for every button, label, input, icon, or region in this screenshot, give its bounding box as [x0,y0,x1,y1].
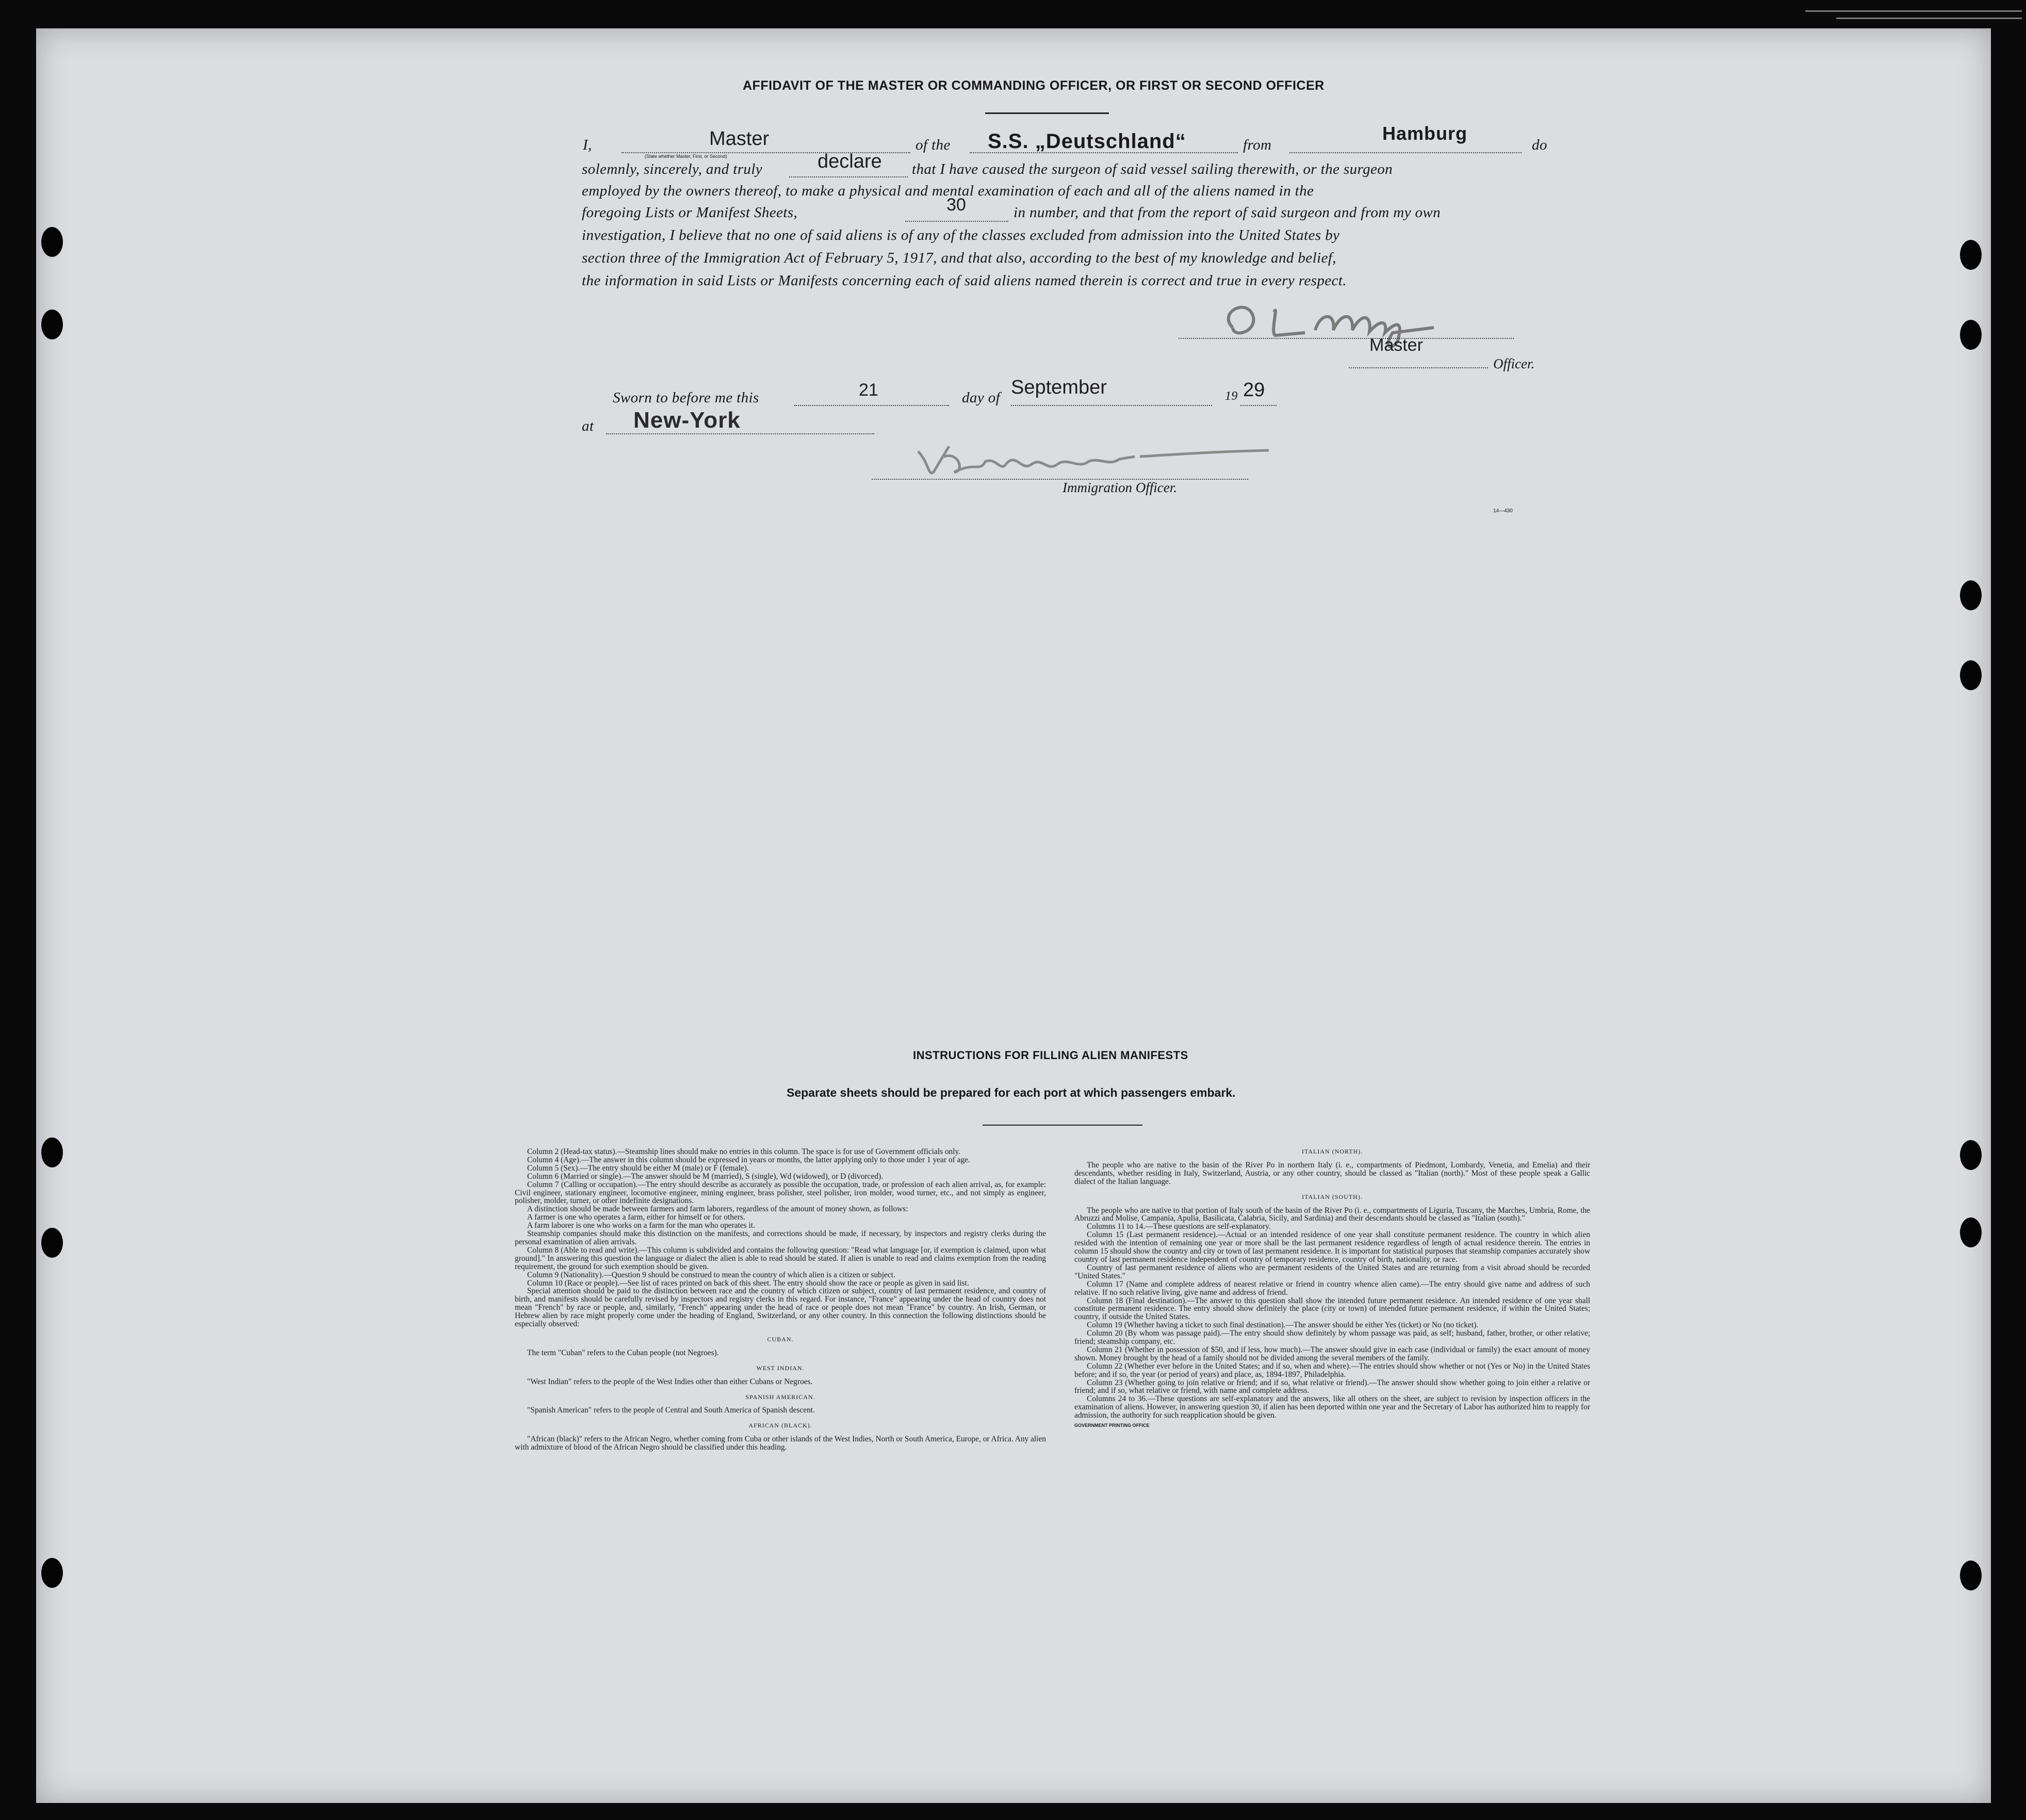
instr-left-p12: Column 10 (Race or people).—See list of races printed on back of this sheet. The entry should show the race or people as given in said list. [527,1278,969,1288]
punch-hole [41,310,63,339]
affidavit-do: do [1532,137,1547,153]
instr-right-p2: Column 15 (Last permanent residence).—Actual or an intended residence of one year shall constitute permanent residence. The country in which alien resided with the intention of remaining one year or more shall be the last permanent residence regardless of length of actual residence therein. The entries in column 15 should show the country and city or town of last permanent residence. It is important for statistical purposes that steamship companies accurately show country of last permanent residence independent of country of temporary residence, country of birth, nationality, or race. [1074,1230,1590,1264]
instr-left-p2: Column 4 (Age).—The answer in this column should be expressed in years or months, the latter applying only to those under 1 year of age. [527,1155,970,1164]
master-signature-line [1179,338,1514,339]
punch-hole [41,1558,63,1588]
year-prefix: 19 [1225,389,1238,403]
instr-left-p9: Steamship companies should make this distinction on the manifests, and corrections should be made, if necessary, by inspectors and registry clerks during the personal examination of alien arrivals. [515,1229,1046,1246]
day-of-label: day of [962,389,1001,406]
instr-left-p6: A distinction should be made between farmers and farm laborers, regardless of the amount of money shown, as follows: [527,1205,908,1214]
affidavit-line3: employed by the owners thereof, to make a physical and mental examination of each and all of the aliens named in the [582,183,1314,199]
instructions-left-column [515,1148,1046,1452]
punch-hole [1960,320,1982,350]
heading-african: AFRICAN (BLACK). [748,1422,812,1429]
instr-left-spanish-american: "Spanish American" refers to the people of Central and South America of Spanish descent. [527,1406,815,1415]
instr-left-p10: Column 8 (Able to read and write).—This column is subdivided and contains the following question: "Read what language [or, if exemption is claimed, upon what ground]." In answering this question the language or dialect the alien is able to read should be stated. If alien is unable to read and claims exemption from the reading requirement, the ground for such exemption should be given. [515,1245,1046,1271]
punch-hole [1960,1561,1982,1590]
affidavit-line4-a: foregoing Lists or Manifest Sheets, [582,204,798,221]
day-line [794,405,949,406]
heading-italian-north: ITALIAN (NORTH). [1301,1148,1363,1155]
affidavit-i: I, [583,137,592,153]
punch-hole [41,1228,63,1258]
instr-left-west-indian: "West Indian" refers to the people of the West Indies other than either Cubans or Negroes. [527,1377,813,1386]
title-rule [985,112,1109,114]
declaration-value: declare [818,151,882,172]
instr-left-p7: A farmer is one who operates a farm, either for himself or for others. [527,1213,745,1222]
instr-right-p4: Column 17 (Name and complete address of nearest relative or friend in country whence alien came).—The entry should give name and address of such relative. If no such relative living, give name and address of friend. [1074,1279,1590,1297]
punch-hole [1960,580,1982,610]
ship-name: S.S. „Deutschland“ [988,130,1186,153]
instr-right-p11: Columns 24 to 36.—These questions are self-explanatory and the answers, like all others on the sheet, are subject to revision by inspection officers in the examination of aliens. However, in answering question 30, if alien has been deported within one year and the Secretary of Labor has authorized him to reapply for admission, the authority for such reapplication should be given. [1074,1394,1590,1420]
paper-edge [1836,18,2022,19]
instr-left-p3: Column 5 (Sex).—The entry should be either M (male) or F (female). [527,1163,749,1173]
instr-right-p7: Column 20 (By whom was passage paid).—The entry should show definitely by whom passage was paid, as self; husband, father, brother, or other relative; friend; steamship company, etc. [1074,1329,1590,1346]
instructions-subtitle: Separate sheets should be prepared for each port at which passengers embark. [787,1086,1236,1099]
instr-left-p11: Column 9 (Nationality).—Question 9 should be construed to mean the country of which alien is a citizen or subject. [527,1270,895,1279]
instr-right-p5: Column 18 (Final destination).—The answer to this question shall show the intended future permanent residence. An intended residence of one year shall constitute permanent residence. The entry should show definitely the place (city or town) of intended future permanent residence, if within the United States; country, if outside the United States. [1074,1296,1590,1322]
affidavit-line7: the information in said Lists or Manifests concerning each of said aliens named therein is correct and true in every respect. [582,272,1347,289]
printer-mark: GOVERNMENT PRINTING OFFICE [1074,1423,1150,1428]
instr-right-italian-north: The people who are native to the basin of the River Po in northern Italy (i. e., compartments of Piedmont, Lombardy, Venetia, and Emelia) and their descendants, whether residing in Italy, Switzerland, Austria, or any other country, should be classed as "Italian (north)." Most of these people speak a Gallic dialect of the Italian language. [1074,1160,1590,1186]
master-signature [1217,291,1506,353]
instr-right-p6: Column 19 (Whether having a ticket to such final destination).—The answer should be either Yes (ticket) or No (no ticket). [1087,1321,1479,1330]
instr-right-p9: Column 22 (Whether ever before in the United States; and if so, when and where).—The entries should show whether or not (Yes or No) in the United States before; and if so, the year (or period of years) and place, as, 1894-1897, Philadelphia. [1074,1361,1590,1379]
instr-left-cuban: The term "Cuban" refers to the Cuban people (not Negroes). [527,1348,719,1357]
sheet-count: 30 [946,195,966,215]
instr-left-p13: Special attention should be paid to the distinction between race and the country of which citizen or subject, country of last permanent residence, and country of birth, and manifests should be carefully revised by inspectors and registry clerks in this regard. For instance, "France" appearing under the head of country does not mean "French" by race or people, and, similarly, "French" appearing under the head of race or people does not mean "France" by country. An Irish, German, or Hebrew alien by race might properly come under the heading of England, Switzerland, or any other country. In this connection the following distinctions should be especially observed: [515,1287,1046,1329]
heading-west-indian: WEST INDIAN. [756,1364,805,1372]
instr-right-p8: Column 21 (Whether in possession of $50, and if less, how much).—The answer should give in each case (individual or family) the exact amount of money shown. Money brought by the head of a family should not be divided among the several members of the family. [1074,1345,1590,1362]
instr-right-p3: Country of last permanent residence of aliens who are permanent residents of the United States and are returning from a visit abroad should be recorded "United States." [1074,1263,1590,1280]
year-line [1240,405,1277,406]
title-line [1349,367,1488,368]
instr-left-p1: Column 2 (Head-tax status).—Steamship lines should make no entries in this column. The space is for use of Government officials only. [527,1147,961,1156]
affidavit-line4-b: in number, and that from the report of said surgeon and from my own [1014,204,1441,221]
signature-title: Master [1369,335,1423,355]
instr-left-p8: A farm laborer is one who works on a farm for the man who operates it. [527,1221,755,1230]
instructions-right-column [1074,1148,1590,1430]
affidavit-from: from [1243,137,1272,153]
punch-hole [1960,1217,1982,1247]
location-value: New-York [633,408,741,433]
form-number: 14—430 [1493,508,1513,514]
sworn-label: Sworn to before me this [613,389,759,406]
punch-hole [1960,660,1982,690]
heading-italian-south: ITALIAN (SOUTH). [1302,1193,1363,1200]
immigration-officer-label: Immigration Officer. [1063,480,1177,495]
heading-spanish-american: SPANISH AMERICAN. [745,1393,815,1401]
immigration-officer-signature [913,441,1274,482]
rank-value: Master [709,128,770,150]
punch-hole [1960,240,1982,270]
punch-hole [1960,1140,1982,1170]
instructions-title: INSTRUCTIONS FOR FILLING ALIEN MANIFESTS [913,1049,1188,1062]
instr-right-p10: Column 23 (Whether going to join relative or friend; and if so, what relative or friend).—The answer should show whether going to join either a relative or friend; and if so, what relative or friend, with name and complete address. [1074,1378,1590,1395]
sworn-month: September [1011,377,1107,398]
location-line [606,433,874,434]
affidavit-line6: section three of the Immigration Act of February 5, 1917, and that also, according to the best of my knowledge and belief, [582,250,1336,266]
count-line [905,221,1008,222]
affidavit-of-the: of the [916,137,951,153]
instr-right-italian-south: The people who are native to that portion of Italy south of the basin of the River Po (i. e., compartments of Liguria, Tuscany, the Marches, Umbria, Rome, the Abruzzi and Molise, Campania, Apulia, Basilicata, Calabria, Sicily, and Sardinia) and their descendants should be classed as "Italian (south)." [1074,1206,1590,1223]
heading-cuban: CUBAN. [767,1335,794,1343]
port-line [1289,152,1522,153]
affidavit-line2-a: solemnly, sincerely, and truly [582,161,763,177]
instr-right-p1: Columns 11 to 14.—These questions are self-explanatory. [1087,1222,1271,1231]
affidavit-title: AFFIDAVIT OF THE MASTER OR COMMANDING OFFICER, OR FIRST OR SECOND OFFICER [743,78,1325,93]
affidavit-line5: investigation, I believe that no one of said aliens is of any of the classes excluded from admission into the United States by [582,227,1340,243]
port-value: Hamburg [1382,123,1468,144]
at-label: at [582,418,594,434]
instr-left-p4: Column 6 (Married or single).—The answer should be M (married), S (single), Wd (widowed), or D (divorced). [527,1172,883,1181]
officer-label: Officer. [1493,356,1535,371]
instr-left-african: "African (black)" refers to the African Negro, whether coming from Cuba or other islands of the West Indies, North or South America, Europe, or Africa. Any alien with admixture of blood of the African Negro should be classified under this heading. [515,1435,1046,1452]
instructions-rule [983,1125,1142,1126]
manifest-sheet [36,28,1991,1803]
sworn-day: 21 [859,380,878,400]
paper-edge [1805,10,2022,12]
immigration-officer-line [872,479,1248,480]
punch-hole [41,227,63,257]
affidavit-line2-b: that I have caused the surgeon of said vessel sailing therewith, or the surgeon [912,161,1393,177]
year-suffix: 29 [1243,379,1265,401]
instr-left-p5: Column 7 (Calling or occupation).—The entry should describe as accurately as possible the occupation, trade, or profession of each alien arrival, as, for example: Civil engineer, stationary engineer, locomotive engineer, mining engineer, brass polisher, steel polisher, iron molder, wood turner, etc., and not simply as engineer, polisher, molder, turner, or other indefinite designations. [515,1180,1046,1206]
month-line [1011,405,1212,406]
declare-line [789,176,908,177]
rank-note: (State whether Master, First, or Second) [645,154,727,159]
punch-hole [41,1138,63,1167]
